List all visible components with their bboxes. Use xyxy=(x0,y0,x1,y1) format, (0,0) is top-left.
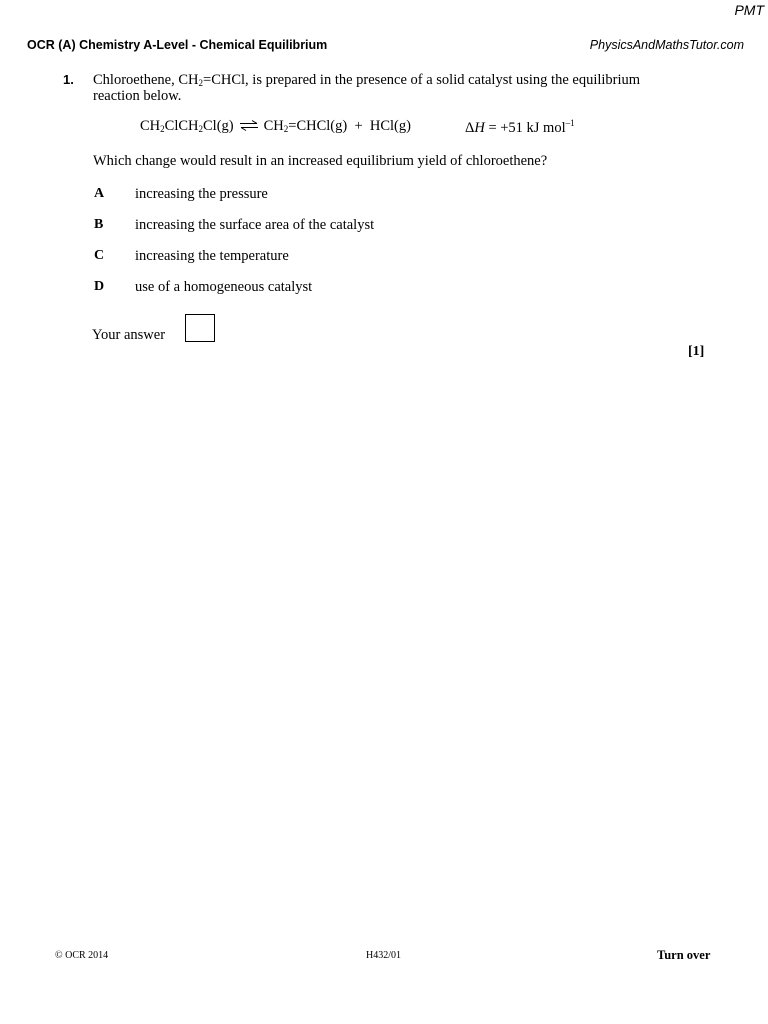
reactant-part: CH xyxy=(140,118,161,134)
option-letter-d: D xyxy=(94,279,105,294)
site-name: PhysicsAndMathsTutor.com xyxy=(589,38,744,52)
marks-allocation: [1] xyxy=(688,344,705,359)
option-text-c: increasing the temperature xyxy=(135,248,289,264)
question-number: 1. xyxy=(63,72,74,87)
reactant-part: Cl(g) xyxy=(203,118,234,134)
copyright-notice: © OCR 2014 xyxy=(55,950,109,961)
delta-symbol: Δ xyxy=(465,120,475,136)
option-letter-a: A xyxy=(94,186,105,201)
reactant xyxy=(140,118,234,134)
equilibrium-arrows-icon xyxy=(240,120,258,131)
product-part: CH xyxy=(263,118,284,134)
corner-tag: PMT xyxy=(734,2,764,18)
question-stem-line1 xyxy=(93,72,640,89)
enthalpy-variable: H xyxy=(474,120,485,136)
stem-text-b: =CHCl, is prepared in the presence of a solid catalyst using the equilibrium xyxy=(203,72,641,88)
stem-text-a: Chloroethene, CH xyxy=(93,72,199,88)
stem-subscript: 2 xyxy=(198,78,204,88)
option-letter-c: C xyxy=(94,248,105,263)
answer-box[interactable] xyxy=(185,314,215,342)
option-letter-b: B xyxy=(94,217,104,232)
paper-code: H432/01 xyxy=(366,950,401,961)
question-prompt: Which change would result in an increased equilibrium yield of chloroethene? xyxy=(93,153,548,169)
enthalpy-change xyxy=(465,118,575,137)
reaction-equation xyxy=(140,118,411,135)
product-hcl: HCl(g) xyxy=(369,118,411,134)
reactant-part: ClCH xyxy=(164,118,199,134)
enthalpy-value: = +51 kJ mol xyxy=(484,120,566,136)
reactant-subscript: 2 xyxy=(198,124,203,134)
turn-over-label: Turn over xyxy=(657,948,711,962)
plus-sign: + xyxy=(354,118,363,134)
option-text-b: increasing the surface area of the catalyst xyxy=(135,217,375,233)
product-subscript: 2 xyxy=(283,124,289,134)
option-text-a: increasing the pressure xyxy=(135,186,268,202)
product-chloroethene xyxy=(264,118,348,134)
reactant-subscript: 2 xyxy=(160,124,165,134)
answer-label: Your answer xyxy=(92,327,166,343)
question-stem-line2: reaction below. xyxy=(93,88,182,104)
enthalpy-unit-exponent: –1 xyxy=(565,118,575,128)
product-part: =CHCl(g) xyxy=(288,118,348,134)
option-text-d: use of a homogeneous catalyst xyxy=(135,279,313,295)
subject-title: OCR (A) Chemistry A-Level - Chemical Equilibrium xyxy=(27,38,328,52)
